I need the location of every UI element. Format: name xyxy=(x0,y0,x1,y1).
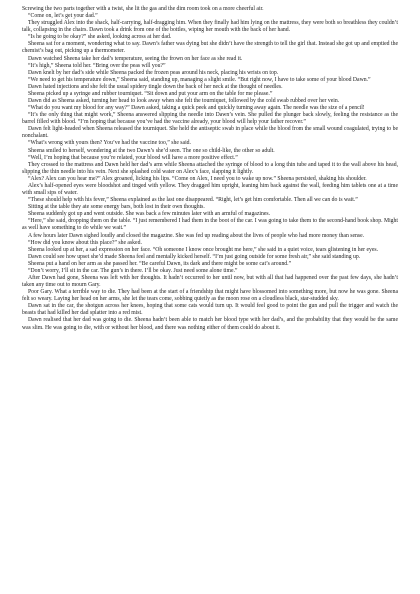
paragraph: Sheena looked up at her, a sad expression on her face. “Oh someone I know once brought me here,” she said in a quiet voice, tears glistening in her eyes. xyxy=(28,246,379,253)
paragraph: “What do you want my blood for any way?” Dawn asked, taking a quick peek and quickly turning away again. The needle was the size of a pencil! xyxy=(28,105,365,112)
paragraph: Dawn felt light-headed when Sheena released the tourniquet. She held the antiseptic swab in place while the blood from the small wound coagulated, trying to be nonchalant. xyxy=(22,126,398,140)
paragraph: “We need to get his temperature down,” Sheena said, standing up, managing a slight smile. “But right now, I have to take some of your blood Dawn.” xyxy=(28,76,371,83)
paragraph: “Alex? Alex can you hear me?” Alex groaned, licking his lips. “Come on Alex, I need you to wake up now.” Sheena persisted, shaking his shoulder. xyxy=(28,175,367,182)
paragraph: Poor Gary. What a terrible way to die. They had been at the start of a friendship that might have blossomed into something more, but now he was gone. Sheena felt so weary. Laying her head on her arms, she let the tears come, sobbing quietly as the moon rose on a cloudless black, star-studded sky. xyxy=(22,289,398,303)
document-body xyxy=(22,6,398,332)
paragraph: Sheena sat for a moment, wondering what to say. Dawn’s father was dying but she didn’t have the strength to tell the girl that. Instead she got up and emptied the chemist’s bag out, picking up a thermometer. xyxy=(22,41,398,55)
paragraph: Dawn realised that her dad was going to die. Sheena hadn’t been able to match her blood type with her dad’s, and the probability that they would be the same was slim. He was going to die, with or without her blood, and there was nothing either of them could do about it. xyxy=(22,317,398,331)
paragraph: Dawn knelt by her dad’s side while Sheena packed the frozen peas around his neck, placing his wrists on top. xyxy=(28,69,279,76)
paragraph: Screwing the two parts together with a twist, she lit the gas and the dim room took on a more cheerful air. xyxy=(22,6,264,12)
paragraph: Sitting at the table they ate some energy bars, both lost in their own thoughts. xyxy=(28,204,205,211)
paragraph: “It’s high,” Sheena told her. “Bring over the peas will you?” xyxy=(28,62,166,69)
paragraph: They crossed to the mattress and Dawn held her dad’s arm while Sheena attached the syringe of blood to a long thin tube and taped it to the wall above his head, slipping the thin needle into his vein. Next she splashed cold water on Alex’s face, slapping it lightly. xyxy=(22,161,398,175)
paragraph: They struggled Alex into the shack, half-carrying, half-dragging him. When they finally had him lying on the mattress, they were both so breathless they couldn’t talk, collapsing in the chairs. Dawn took a drink from one of the bottles, wiping her mouth with the back of her hand. xyxy=(22,20,398,34)
paragraph: “These should help with his fever,” Sheena explained as the last one disappeared. “Right, let’s get him comfortable. Then all we can do is wait.” xyxy=(28,197,358,204)
paragraph: “What’s wrong with yours then? You’ve had the vaccine too,” she said. xyxy=(28,140,191,147)
paragraph: After Dawn had gone, Sheena was left with her thoughts. It hadn’t occurred to her until now, but with all that had happened over the past few days, she hadn’t taken any time out to mourn Gary. xyxy=(22,274,398,289)
paragraph: Dawn watched Sheena take her dad’s temperature, seeing the frown on her face as she read it. xyxy=(28,55,243,62)
paragraph: “Well, I’m hoping that because you’re related, your blood will have a more positive effect.” xyxy=(28,154,238,161)
paragraph: A few hours later Dawn sighed loudly and closed the magazine. She was fed up reading about the lives of people who had more money than sense. xyxy=(28,232,365,239)
paragraph: “Is he going to be okay?” she asked, looking across at her dad. xyxy=(28,34,172,41)
paragraph: Dawn did as Sheena asked, turning her head to look away when she felt the tourniquet, followed by the cold swab rubbed over her vein. xyxy=(28,98,340,105)
paragraph: Sheena put a hand on her arm as she passed her. “Be careful Dawn, its dark and there might be some cat’s around.” xyxy=(28,260,292,267)
paragraph: “It’s the only thing that might work,” Sheena answered slipping the needle into Dawn’s vein. She pulled the plunger back slowly, feeling the resistance as the barrel filled with blood. “I’m hoping that because you’ve had the vaccine already, your blood will help your father recover.” xyxy=(22,112,398,126)
paragraph: “How did you know about this place?” she asked. xyxy=(28,239,142,246)
paragraph: “Don’t worry, I’ll sit in the car. The gun’s in there. I’ll be okay. Just need some alone time.” xyxy=(28,267,238,274)
paragraph: Dawn could see how upset she’d made Sheena feel and mentally kicked herself. “I’m just going outside for some fresh air,” she said standing up. xyxy=(28,253,361,260)
paragraph: “Here,” she said, dropping them on the table. “I just remembered I had them in the boot of the car. I was going to take them to the second-hand book shop. Might as well have something to do while we wait.” xyxy=(22,218,398,232)
paragraph: Alex’s half-opened eyes were bloodshot and tinged with yellow. They dragged him upright, leaning him back against the wall, feeding him tablets one at a time with small sips of water. xyxy=(22,182,398,197)
paragraph: Sheena picked up a syringe and rubber tourniquet. “Sit down and put your arm on the table for me please.” xyxy=(28,90,273,97)
paragraph: Dawn hated injections and she felt the usual spidery tingle down the back of her neck at the thought of needles. xyxy=(28,83,283,90)
paragraph: Sheena smiled to herself, wondering at the two Dawn’s she’d seen. The one so child-like, the other so adult. xyxy=(28,147,275,154)
paragraph: Dawn sat in the car, the shotgun across her knees, hoping that some cats would turn up. It would feel good to point the gun and pull the trigger and watch the beasts that had killed her dad splatter into a red mist. xyxy=(22,303,398,317)
paragraph: Sheena suddenly got up and went outside. She was back a few minutes later with an armful of magazines. xyxy=(28,211,271,218)
paragraph: “Come on, let’s get your dad.” xyxy=(28,13,98,20)
